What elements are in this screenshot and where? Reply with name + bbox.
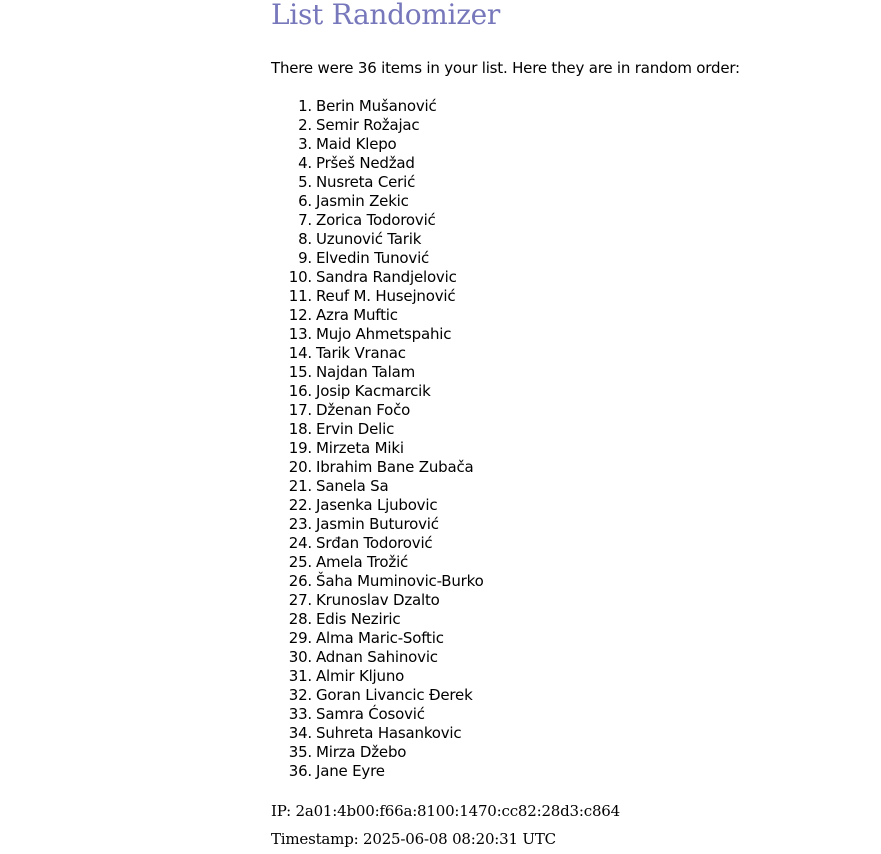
- list-item-number: 18.: [288, 420, 312, 438]
- list-item-number: 13.: [288, 325, 312, 343]
- list-item-number: 15.: [288, 363, 312, 381]
- list-item-name: Najdan Talam: [316, 363, 416, 381]
- list-item-number: 17.: [288, 401, 312, 419]
- page-title: List Randomizer: [271, 0, 501, 31]
- list-item: [271, 325, 484, 344]
- list-item: [271, 287, 484, 306]
- list-item-number: 31.: [288, 667, 312, 685]
- main-content: [271, 0, 871, 848]
- list-item: [271, 629, 484, 648]
- list-item: [271, 135, 484, 154]
- list-item: [271, 382, 484, 401]
- list-item-number: 3.: [298, 135, 312, 153]
- list-item-name: Mujo Ahmetspahic: [316, 325, 452, 343]
- list-item: [271, 553, 484, 572]
- list-item-name: Krunoslav Dzalto: [316, 591, 440, 609]
- list-item-name: Elvedin Tunović: [316, 249, 430, 267]
- list-item-number: 27.: [288, 591, 312, 609]
- list-item: [271, 648, 484, 667]
- list-item-number: 28.: [288, 610, 312, 628]
- list-item: [271, 344, 484, 363]
- list-item: [271, 116, 484, 135]
- list-item-number: 7.: [298, 211, 312, 229]
- list-item-name: Reuf M. Husejnović: [316, 287, 456, 305]
- list-item-number: 1.: [298, 97, 312, 115]
- list-item-name: Adnan Sahinovic: [316, 648, 438, 666]
- list-item-number: 11.: [288, 287, 312, 305]
- list-item-name: Mirza Džebo: [316, 743, 407, 761]
- list-item-number: 16.: [288, 382, 312, 400]
- list-item-number: 6.: [298, 192, 312, 210]
- list-item-name: Josip Kacmarcik: [316, 382, 431, 400]
- list-item: [271, 458, 484, 477]
- list-item-number: 20.: [288, 458, 312, 476]
- list-item-number: 22.: [288, 496, 312, 514]
- list-item-number: 32.: [288, 686, 312, 704]
- list-item-name: Jane Eyre: [316, 762, 385, 780]
- list-item-number: 26.: [288, 572, 312, 590]
- list-item-number: 10.: [288, 268, 312, 286]
- list-item: [271, 211, 484, 230]
- list-item-name: Pršeš Nedžad: [316, 154, 415, 172]
- list-item-name: Samra Ćosović: [316, 705, 425, 723]
- list-item-number: 14.: [288, 344, 312, 362]
- list-item-number: 36.: [288, 762, 312, 780]
- list-item-name: Jasenka Ljubovic: [316, 496, 438, 514]
- list-item-number: 24.: [288, 534, 312, 552]
- list-item-name: Mirzeta Miki: [316, 439, 404, 457]
- list-item-name: Nusreta Cerić: [316, 173, 416, 191]
- list-item: [271, 268, 484, 287]
- list-item: [271, 192, 484, 211]
- list-item: [271, 401, 484, 420]
- list-item-name: Uzunović Tarik: [316, 230, 422, 248]
- list-item-number: 12.: [288, 306, 312, 324]
- list-item: [271, 591, 484, 610]
- list-item: [271, 97, 484, 116]
- list-item-number: 5.: [298, 173, 312, 191]
- list-item-number: 9.: [298, 249, 312, 267]
- list-item: [271, 667, 484, 686]
- list-item-name: Berin Mušanović: [316, 97, 437, 115]
- list-item: [271, 439, 484, 458]
- list-item: [271, 724, 484, 743]
- list-item-number: 25.: [288, 553, 312, 571]
- list-item-number: 21.: [288, 477, 312, 495]
- list-item: [271, 173, 484, 192]
- list-item-name: Azra Muftic: [316, 306, 398, 324]
- list-item-number: 30.: [288, 648, 312, 666]
- list-item: [271, 496, 484, 515]
- list-item-name: Jasmin Buturović: [316, 515, 439, 533]
- list-item-name: Dženan Fočo: [316, 401, 411, 419]
- list-item-number: 19.: [288, 439, 312, 457]
- list-item: [271, 363, 484, 382]
- list-item: [271, 230, 484, 249]
- list-item-number: 2.: [298, 116, 312, 134]
- list-item-number: 29.: [288, 629, 312, 647]
- list-item-number: 33.: [288, 705, 312, 723]
- list-item-name: Alma Maric-Softic: [316, 629, 444, 647]
- list-item: [271, 743, 484, 762]
- list-item-name: Goran Livancic Đerek: [316, 686, 473, 704]
- list-item-name: Maid Klepo: [316, 135, 397, 153]
- list-item-number: 4.: [298, 154, 312, 172]
- list-item-number: 34.: [288, 724, 312, 742]
- list-item: [271, 762, 484, 781]
- list-item: [271, 306, 484, 325]
- list-item: [271, 420, 484, 439]
- list-item-name: Amela Trožić: [316, 553, 409, 571]
- ip-address: IP: 2a01:4b00:f66a:8100:1470:cc82:28d3:c864: [271, 802, 620, 820]
- list-item: [271, 610, 484, 629]
- list-item-number: 35.: [288, 743, 312, 761]
- list-item-name: Ervin Delic: [316, 420, 395, 438]
- list-item: [271, 705, 484, 724]
- list-item: [271, 534, 484, 553]
- list-item: [271, 515, 484, 534]
- list-item: [271, 572, 484, 591]
- list-item: [271, 154, 484, 173]
- list-item-name: Suhreta Hasankovic: [316, 724, 462, 742]
- intro-text: There were 36 items in your list. Here they are in random order:: [271, 59, 740, 77]
- list-item-name: Šaha Muminovic-Burko: [316, 572, 484, 590]
- list-item-name: Sandra Randjelovic: [316, 268, 457, 286]
- list-item-name: Tarik Vranac: [316, 344, 406, 362]
- list-item-name: Jasmin Zekic: [316, 192, 409, 210]
- list-item-number: 8.: [298, 230, 312, 248]
- list-item: [271, 249, 484, 268]
- list-item-number: 23.: [288, 515, 312, 533]
- list-item-name: Ibrahim Bane Zubača: [316, 458, 474, 476]
- list-item-name: Almir Kljuno: [316, 667, 405, 685]
- timestamp: Timestamp: 2025-06-08 08:20:31 UTC: [271, 830, 556, 848]
- list-item-name: Semir Rožajac: [316, 116, 420, 134]
- list-item-name: Edis Neziric: [316, 610, 401, 628]
- list-item-name: Zorica Todorović: [316, 211, 436, 229]
- list-item: [271, 477, 484, 496]
- list-item-name: Sanela Sa: [316, 477, 389, 495]
- randomized-list: [271, 97, 484, 781]
- list-item-name: Srđan Todorović: [316, 534, 433, 552]
- list-item: [271, 686, 484, 705]
